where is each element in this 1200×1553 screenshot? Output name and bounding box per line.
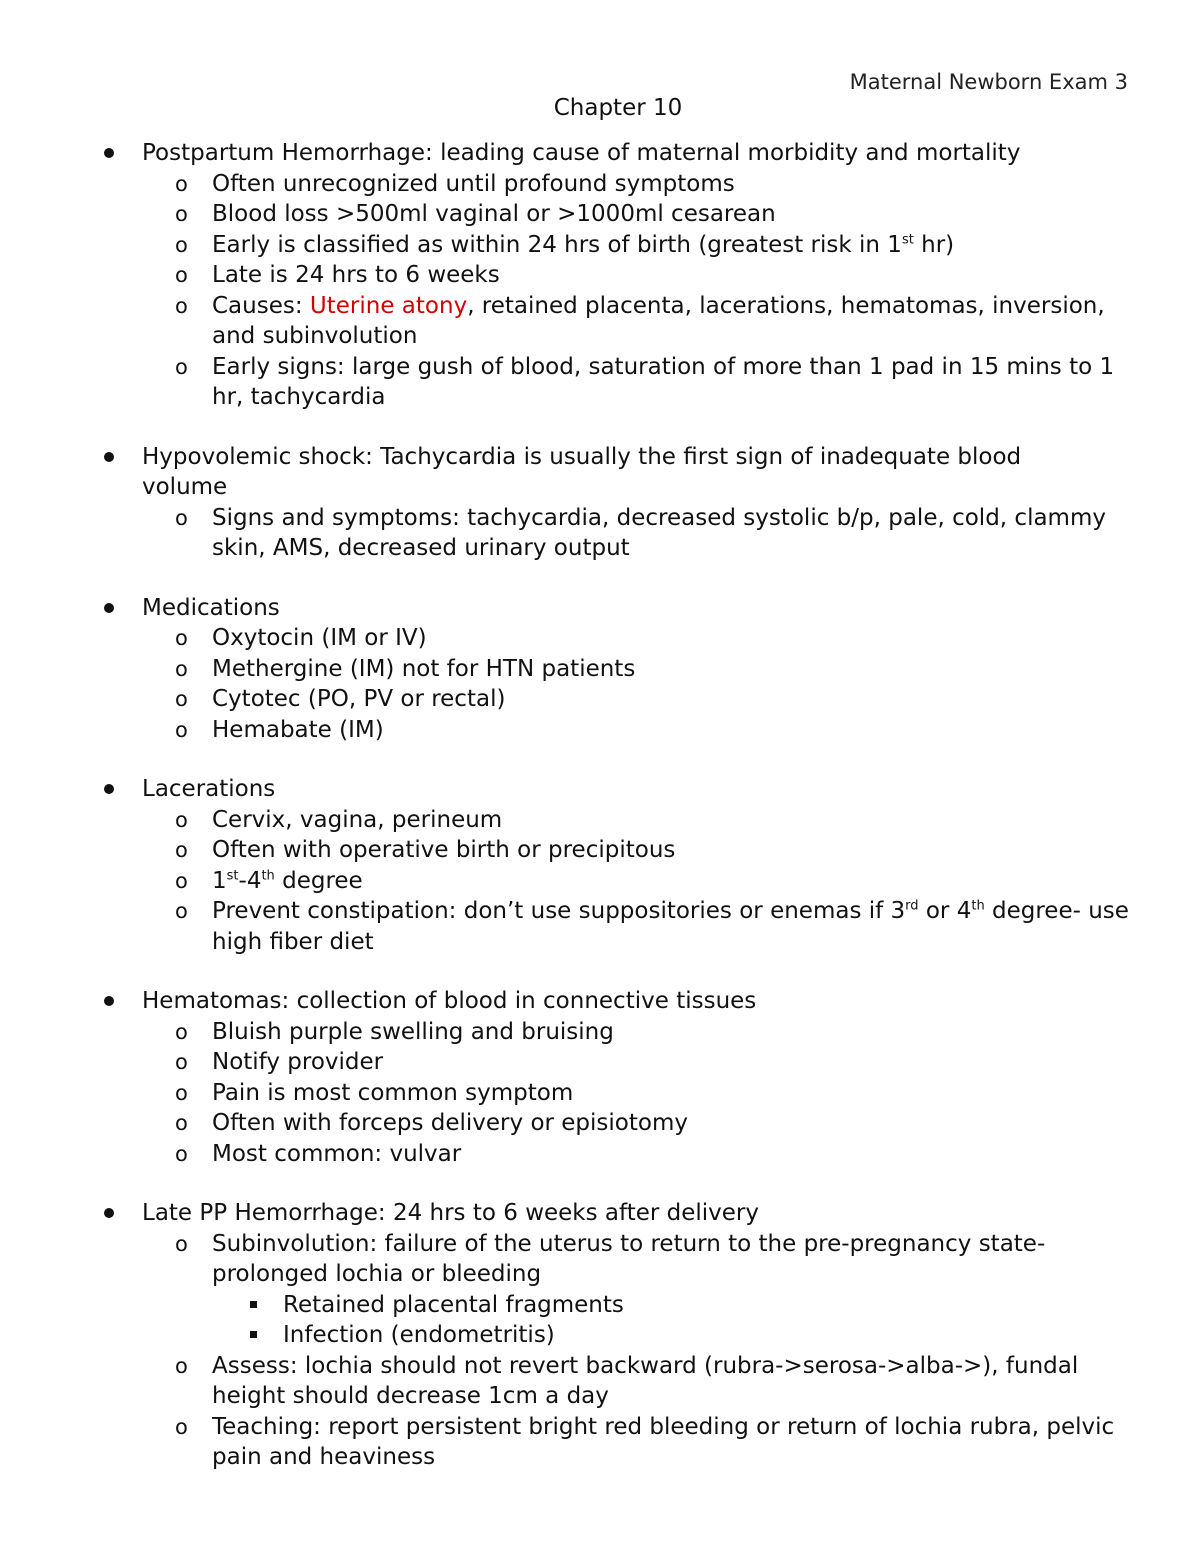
sub-item-text: Often with operative birth or precipitous — [212, 837, 676, 863]
sub-item-text: Blood loss >500ml vaginal or >1000ml cesarean — [212, 201, 776, 227]
sub-sub-item-text: Retained placental fragments — [283, 1291, 624, 1318]
section-hematomas — [0, 986, 1200, 1169]
sub-item-text: Methergine (IM) not for HTN patients — [212, 655, 636, 682]
square-bullet-icon — [250, 1301, 257, 1308]
sub-item — [0, 1139, 1200, 1170]
circle-bullet-icon: o — [175, 868, 188, 893]
sub-item-text: Hemabate (IM) — [212, 716, 384, 743]
circle-bullet-icon: o — [175, 838, 188, 862]
sub-item — [0, 260, 1200, 291]
bullet-dot-icon — [104, 148, 114, 158]
highlight-text: Uterine atony — [309, 292, 468, 319]
sub-item-text: Cervix, vagina, perineum — [212, 806, 503, 833]
sub-item-text: Causes: Uterine atony, retained placenta, lacerations, hematomas, inversion, and subinvolution — [212, 292, 1105, 349]
circle-bullet-icon: o — [175, 1050, 188, 1074]
sub-item-text: Most common: vulvar — [212, 1140, 462, 1167]
sub-item — [0, 199, 1200, 230]
sub-item-text: Bluish purple swelling and bruising — [212, 1018, 614, 1045]
sub-item-text: Signs and symptoms: tachycardia, decreased systolic b/p, pale, cold, clammy skin, AMS, decreased urinary output — [212, 504, 1106, 561]
square-bullet-icon — [250, 1331, 257, 1338]
section-medications — [0, 593, 1200, 746]
sub-item — [0, 715, 1200, 746]
sub-item — [0, 1108, 1200, 1139]
bullet-text: Hematomas: collection of blood in connective tissues — [142, 988, 757, 1014]
bullet-dot-icon — [104, 603, 114, 613]
bullet-item — [0, 986, 1200, 1017]
sub-item — [0, 169, 1200, 200]
sub-item — [0, 230, 1200, 261]
sub-item-text: Oxytocin (IM or IV) — [212, 625, 427, 651]
bullet-text: Medications — [142, 594, 280, 621]
sub-sub-item-text: Infection (endometritis) — [283, 1322, 555, 1348]
section-lacerations — [0, 774, 1200, 957]
circle-bullet-icon: o — [175, 354, 188, 379]
chapter-title: Chapter 10 — [553, 95, 683, 121]
circle-bullet-icon: o — [175, 171, 188, 196]
sub-item — [0, 1351, 1200, 1412]
circle-bullet-icon: o — [175, 1141, 188, 1166]
circle-bullet-icon: o — [175, 717, 188, 742]
bullet-text: Hypovolemic shock: Tachycardia is usually the first sign of inadequate blood volume — [142, 443, 1022, 500]
sub-item — [0, 503, 1200, 564]
section-postpartum-hemorrhage — [0, 138, 1200, 413]
sub-item-text: Cytotec (PO, PV or rectal) — [212, 686, 506, 712]
page-header: Maternal Newborn Exam 3 — [849, 70, 1128, 94]
circle-bullet-icon: o — [175, 293, 188, 318]
sub-item — [0, 866, 1200, 897]
circle-bullet-icon: o — [175, 626, 188, 650]
bullet-text: Late PP Hemorrhage: 24 hrs to 6 weeks after delivery — [142, 1200, 760, 1226]
bullet-item — [0, 774, 1200, 805]
sub-sub-item — [0, 1290, 1200, 1321]
sub-item-text: Often with forceps delivery or episiotomy — [212, 1110, 688, 1136]
sub-item — [0, 1078, 1200, 1109]
circle-bullet-icon: o — [175, 807, 188, 832]
bullet-dot-icon — [104, 996, 114, 1006]
sub-item — [0, 1412, 1200, 1473]
sub-item-text: Early is classified as within 24 hrs of birth (greatest risk in 1st hr) — [212, 231, 955, 258]
circle-bullet-icon: o — [175, 232, 188, 257]
sub-item-text: Notify provider — [212, 1049, 384, 1075]
sub-item-text: Early signs: large gush of blood, saturation of more than 1 pad in 15 mins to 1 hr, tachycardia — [212, 353, 1115, 410]
circle-bullet-icon: o — [175, 899, 188, 923]
bullet-item — [0, 138, 1200, 169]
sub-item — [0, 805, 1200, 836]
sub-item — [0, 835, 1200, 866]
document-body — [0, 138, 1200, 1473]
circle-bullet-icon: o — [175, 687, 188, 711]
bullet-text: Lacerations — [142, 776, 276, 802]
circle-bullet-icon: o — [175, 1111, 188, 1135]
sub-item — [0, 654, 1200, 685]
circle-bullet-icon: o — [175, 1353, 188, 1378]
bullet-dot-icon — [104, 452, 114, 462]
bullet-text: Postpartum Hemorrhage: leading cause of maternal morbidity and mortality — [142, 140, 1021, 166]
sub-item-text: Assess: lochia should not revert backward (rubra->serosa->alba->), fundal height should decrease 1cm a day — [212, 1352, 1079, 1409]
sub-item — [0, 1229, 1200, 1290]
sub-item-text: Teaching: report persistent bright red bleeding or return of lochia rubra, pelvic pain and heaviness — [212, 1413, 1115, 1470]
circle-bullet-icon: o — [175, 1231, 188, 1256]
sub-item — [0, 352, 1200, 413]
circle-bullet-icon: o — [175, 1080, 188, 1105]
bullet-dot-icon — [104, 1208, 114, 1218]
sub-item-text: Pain is most common symptom — [212, 1079, 574, 1106]
sub-item — [0, 896, 1200, 957]
bullet-dot-icon — [104, 784, 114, 794]
sub-item — [0, 684, 1200, 715]
sub-item — [0, 623, 1200, 654]
sub-item-text: 1st-4th degree — [212, 867, 363, 894]
section-hypovolemic-shock — [0, 442, 1200, 564]
bullet-item — [0, 593, 1200, 624]
bullet-item — [0, 1198, 1200, 1229]
circle-bullet-icon: o — [175, 1414, 188, 1439]
sub-item — [0, 291, 1200, 352]
bullet-item — [0, 442, 1200, 503]
sub-item-text: Often unrecognized until profound symptoms — [212, 170, 735, 197]
circle-bullet-icon: o — [175, 505, 188, 530]
circle-bullet-icon: o — [175, 263, 188, 287]
circle-bullet-icon: o — [175, 1019, 188, 1044]
sub-item-text: Prevent constipation: don’t use suppositories or enemas if 3rd or 4th degree- use high fiber diet — [212, 898, 1129, 955]
sub-item — [0, 1047, 1200, 1078]
sub-item-text: Subinvolution: failure of the uterus to return to the pre-pregnancy state- prolonged lochia or bleeding — [212, 1230, 1046, 1287]
circle-bullet-icon: o — [175, 202, 188, 226]
circle-bullet-icon: o — [175, 656, 188, 681]
section-late-pp-hemorrhage — [0, 1198, 1200, 1473]
sub-sub-item — [0, 1320, 1200, 1351]
sub-item-text: Late is 24 hrs to 6 weeks — [212, 262, 500, 288]
sub-item — [0, 1017, 1200, 1048]
